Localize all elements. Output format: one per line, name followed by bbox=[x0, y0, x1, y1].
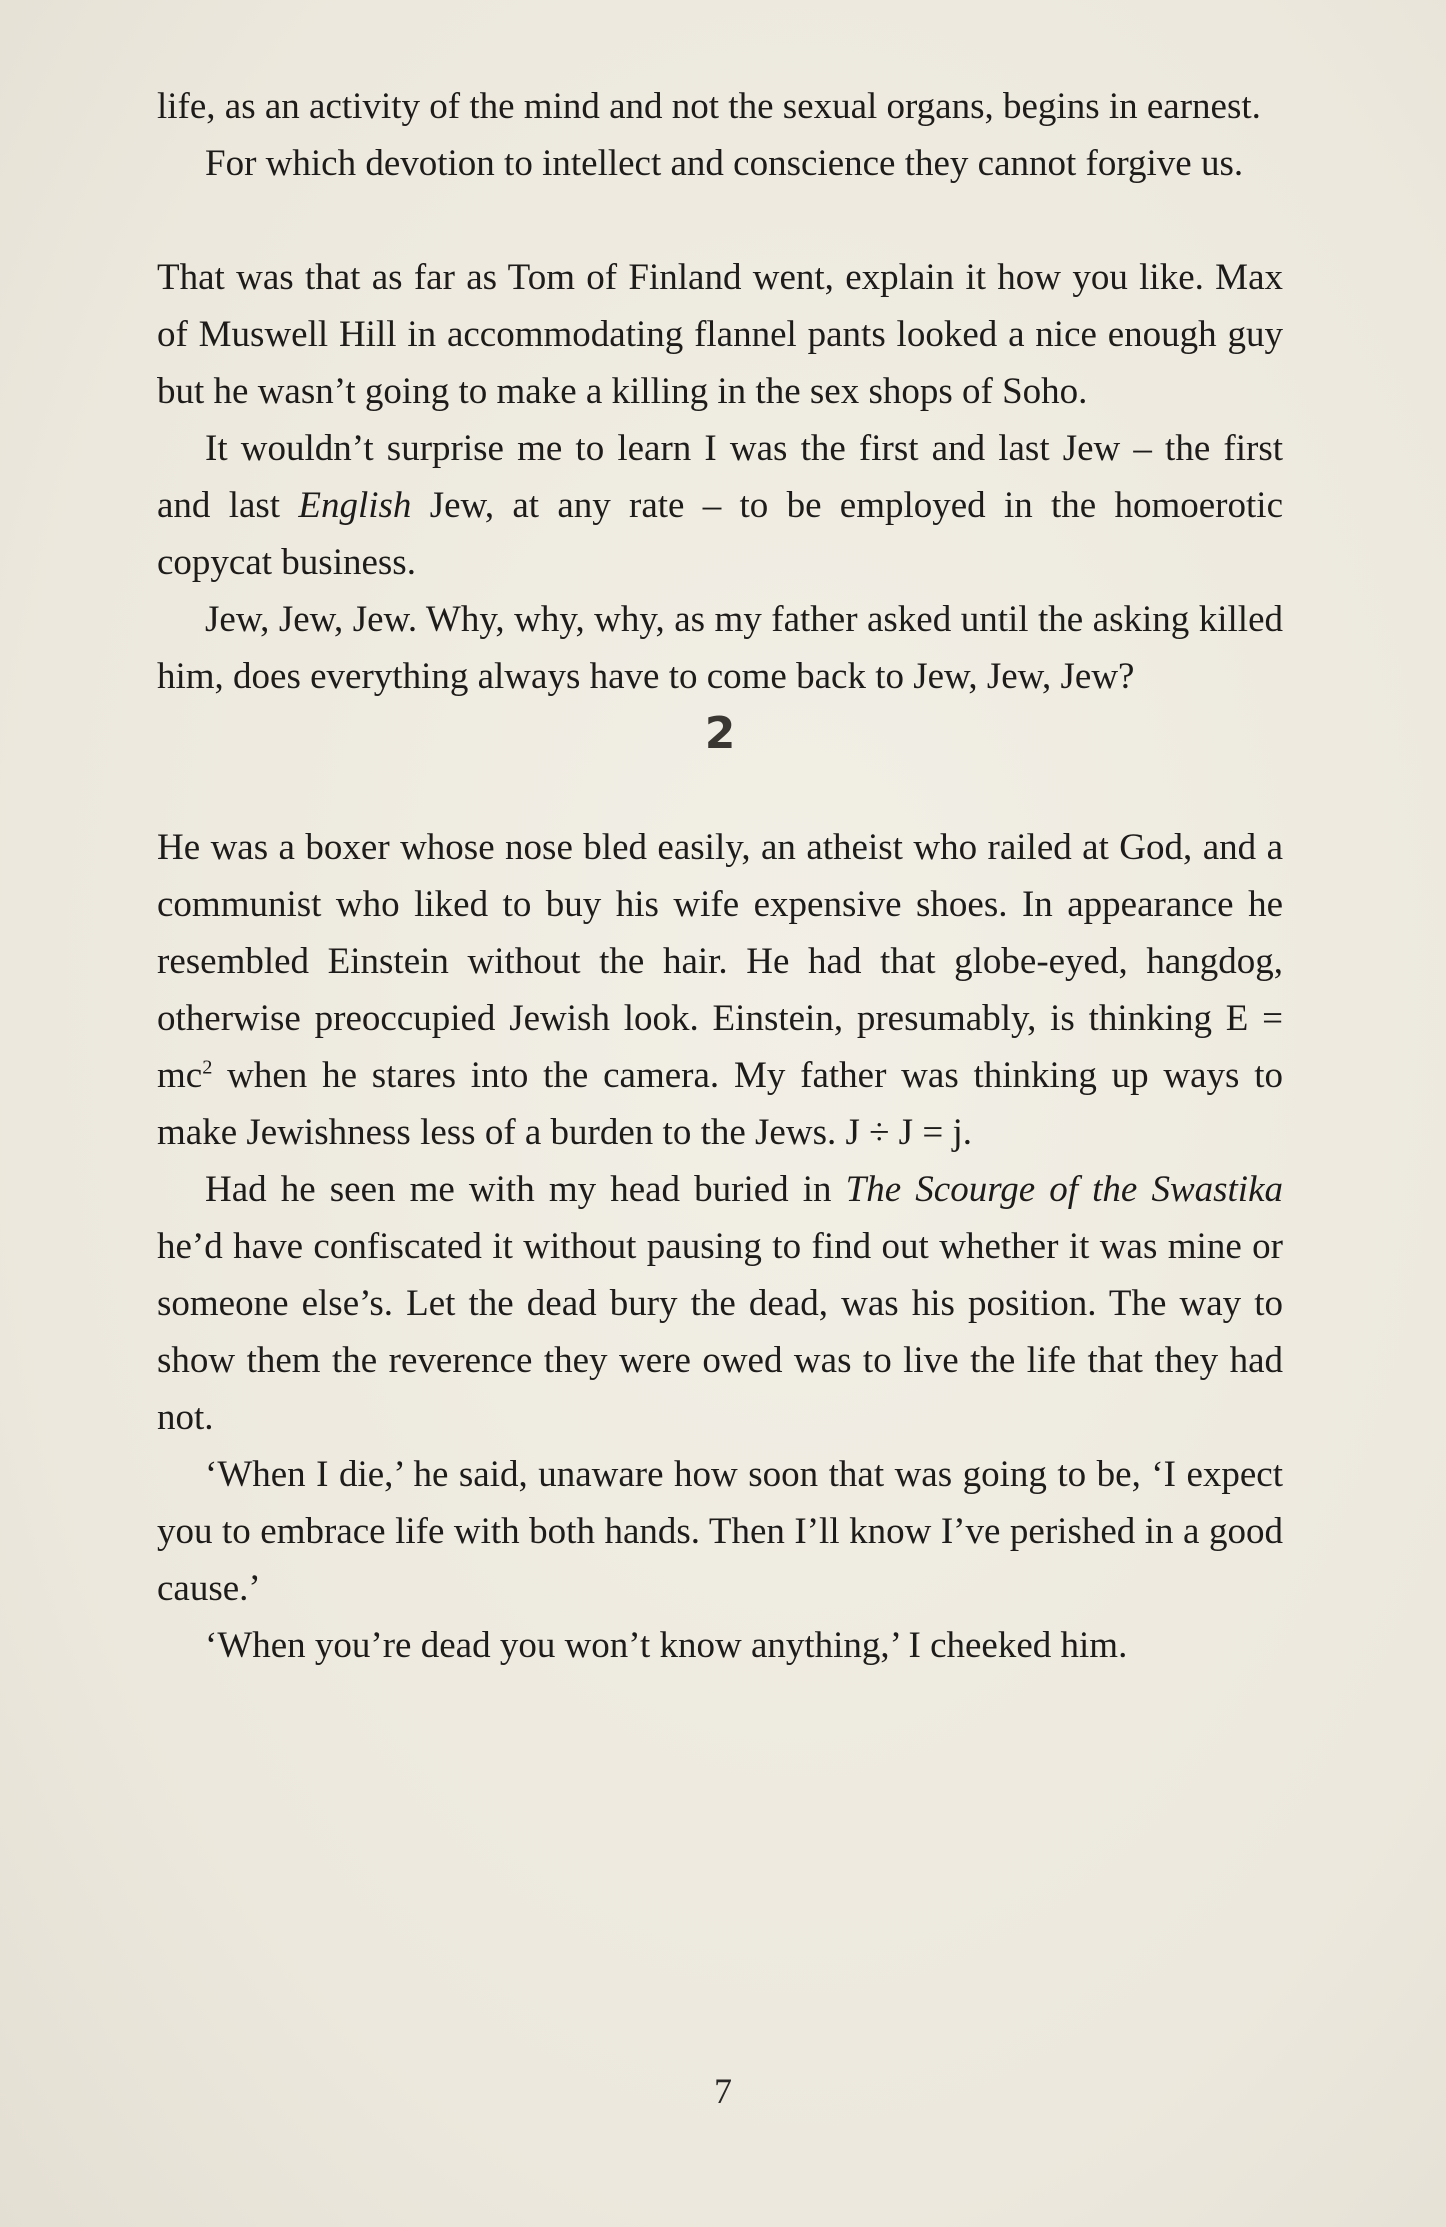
paragraph-text: he’d have confiscated it without pausing to find out whether it was mine or someone else’s. Let the dead bury the dead, was his position. The way to show them the reverence they were owed was to live the life that they had not. bbox=[157, 1226, 1283, 1438]
paragraph: ‘When you’re dead you won’t know anything,’ I cheeked him. bbox=[205, 1625, 1128, 1666]
paragraph-continuation: life, as an activity of the mind and not the sexual organs, begins in earnest. bbox=[157, 86, 1261, 127]
paragraph: ‘When I die,’ he said, unaware how soon that was going to be, ‘I expect you to embrace life with both hands. Then I’ll know I’ve perished in a good cause.’ bbox=[157, 1454, 1283, 1609]
chapter-number: 2 bbox=[704, 708, 736, 759]
page-number: 7 bbox=[714, 2071, 732, 2111]
paragraph: For which devotion to intellect and conscience they cannot forgive us. bbox=[205, 143, 1244, 184]
italic-text: English bbox=[298, 485, 412, 526]
paragraph-text: He was a boxer whose nose bled easily, an atheist who railed at God, and a communist who liked to buy his wife expensive shoes. In appearance he resembled Einstein without the hair. He had that globe-eyed, hangdog, otherwise preoccupied Jewish look. Einstein, presumably, is thinking E = mc bbox=[157, 827, 1283, 1096]
paragraph-text: Jew, at any rate – to be employed in the homoerotic copycat business. bbox=[157, 485, 1283, 583]
italic-text: The Scourge of the Swastika bbox=[845, 1169, 1284, 1210]
paragraph: Jew, Jew, Jew. Why, why, why, as my father asked until the asking killed him, does everything always have to come back to Jew, Jew, Jew? bbox=[157, 599, 1283, 697]
paragraph-text: Had he seen me with my head buried in bbox=[205, 1169, 846, 1210]
paragraph-section-start: That was that as far as Tom of Finland went, explain it how you like. Max of Muswell Hill in accommodating flannel pants looked a nice enough guy but he wasn’t going to make a killing in the sex shops of Soho. bbox=[157, 257, 1283, 412]
paragraph-text: when he stares into the camera. My father was thinking up ways to make Jewishness less of a burden to the Jews. J ÷ J = j. bbox=[157, 1055, 1283, 1153]
body-text bbox=[157, 78, 1283, 1674]
paragraph bbox=[157, 420, 1283, 591]
paragraph-text: It wouldn’t surprise me to learn I was the first and last Jew – the first and last bbox=[157, 428, 1283, 526]
paragraph-chapter-start bbox=[157, 819, 1283, 1161]
superscript: 2 bbox=[202, 1056, 213, 1079]
paragraph bbox=[157, 1161, 1283, 1446]
